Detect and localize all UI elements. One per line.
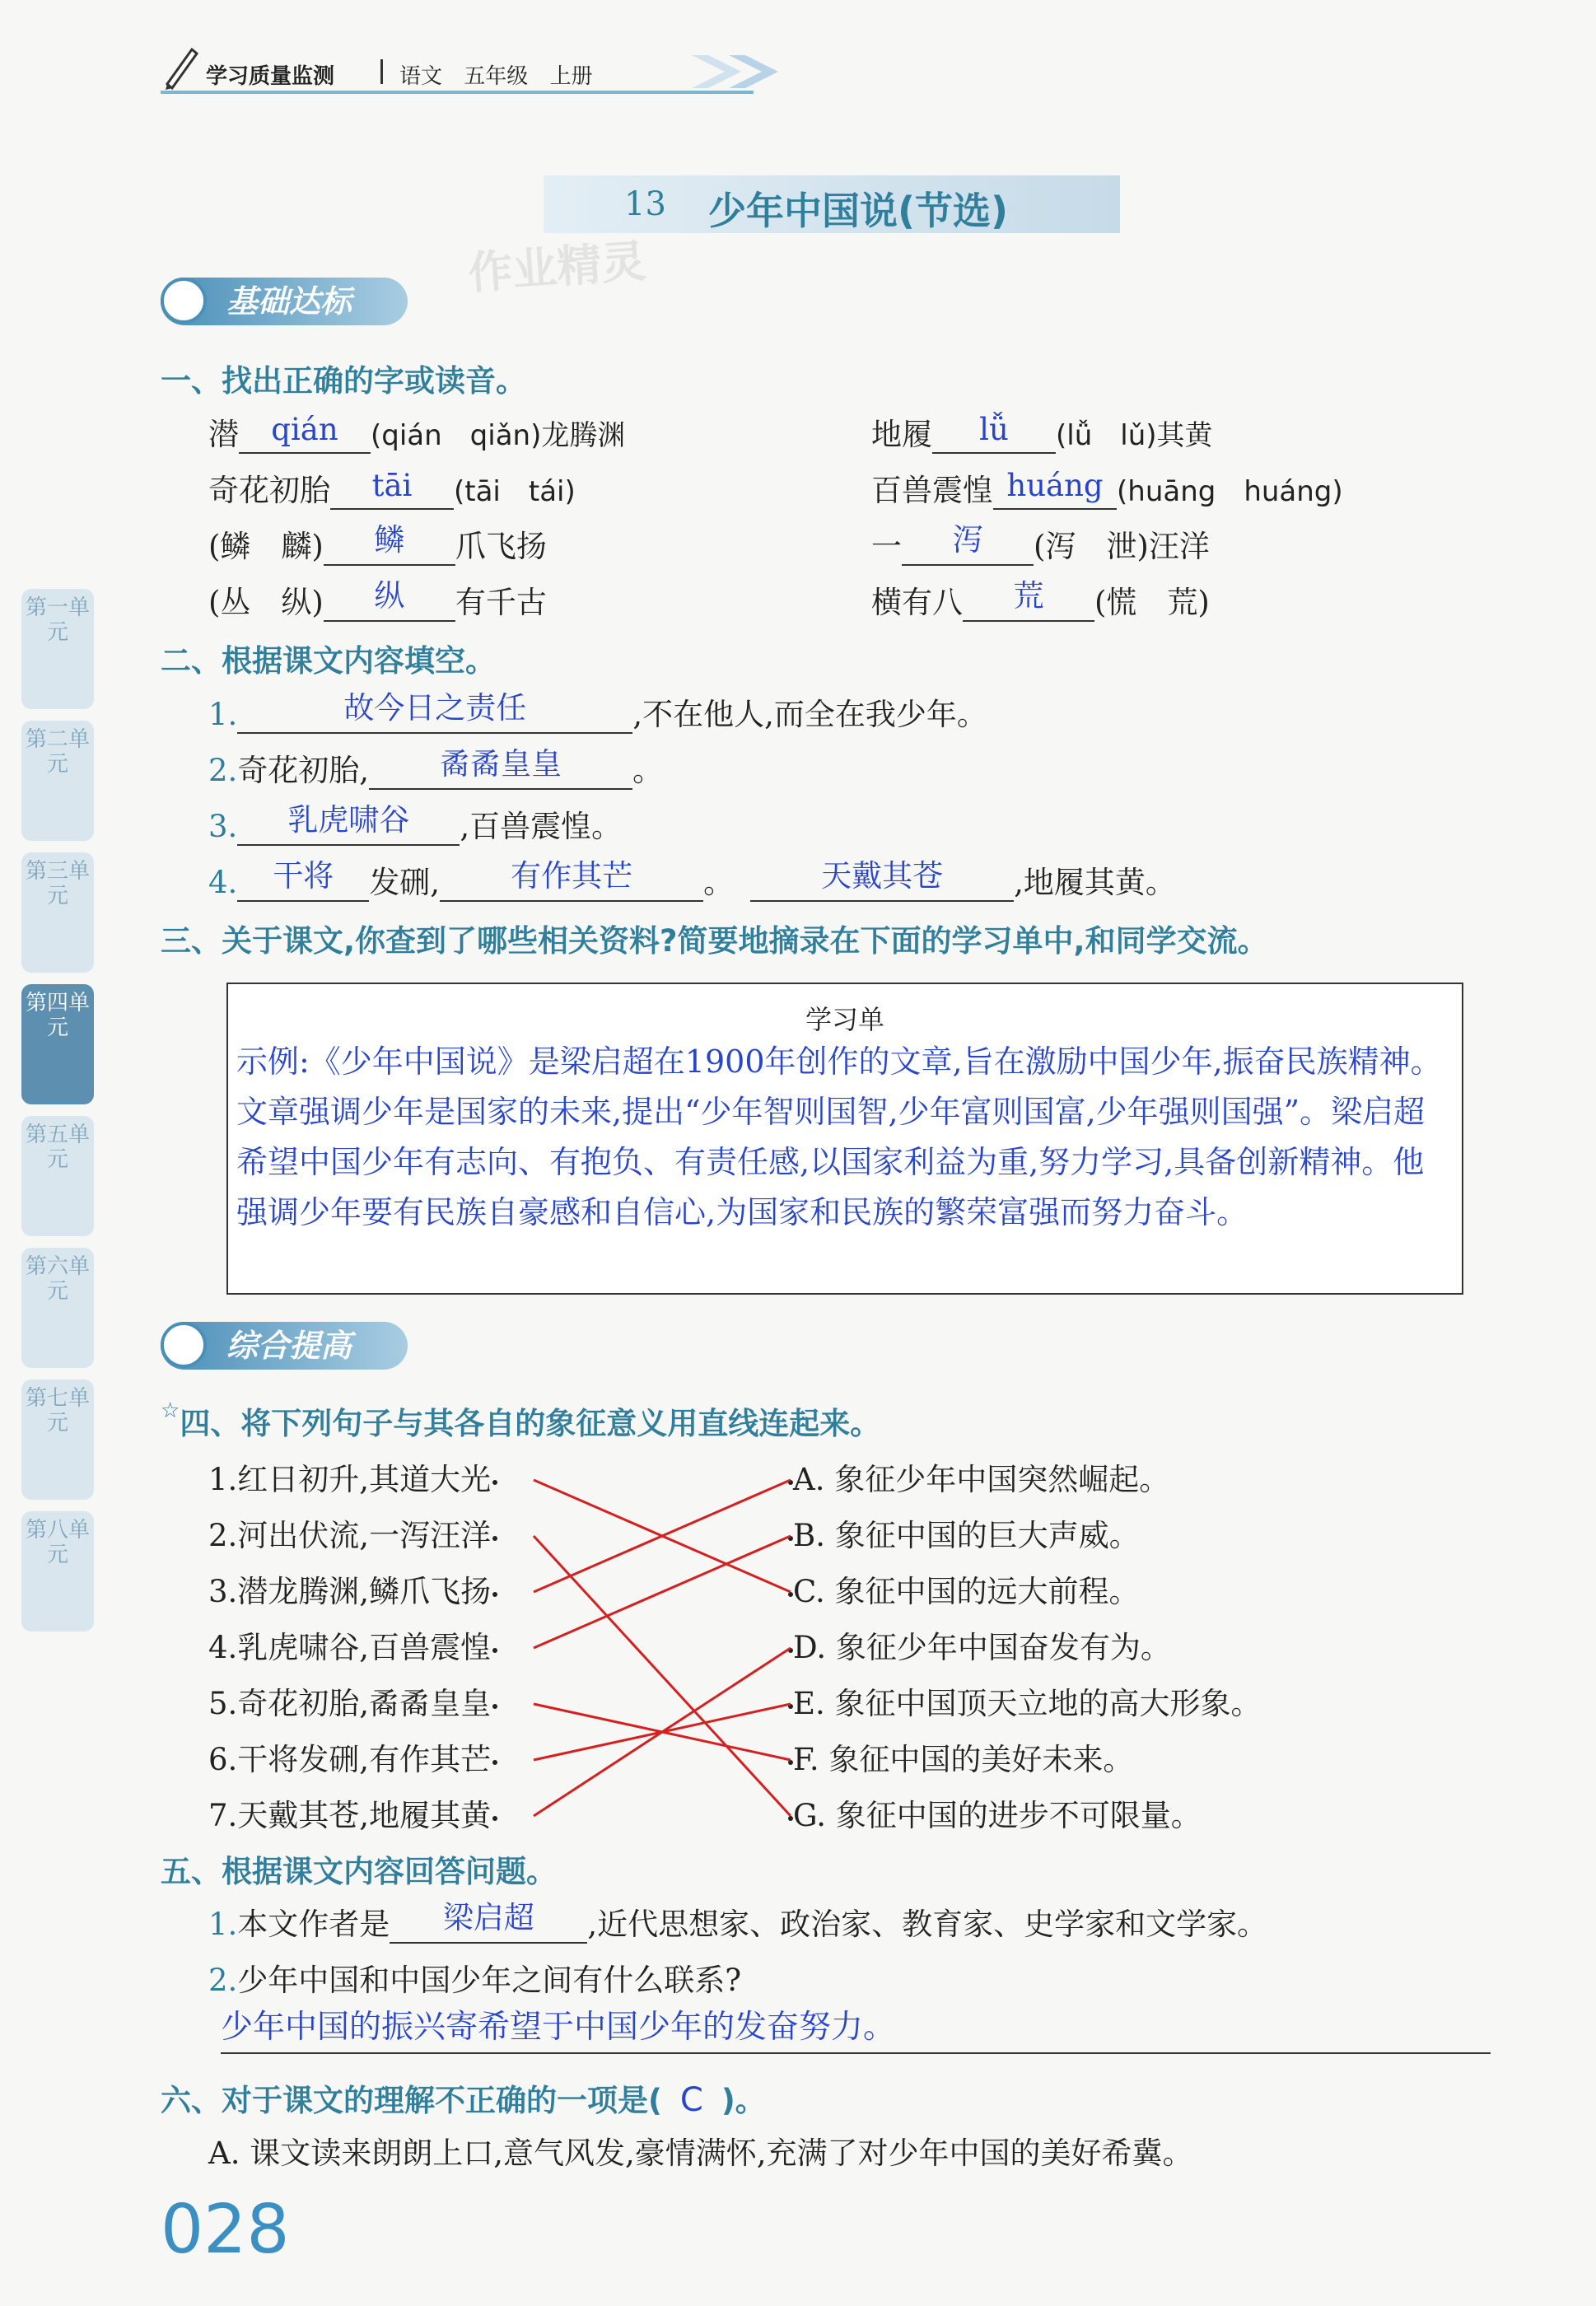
q5-answer-1: 梁启超 [442,1900,534,1935]
q4-left-5: 5.奇花初胎,矞矞皇皇 [208,1676,497,1732]
q1-answer-8: 荒 [1013,578,1044,614]
q4-left-1: 1.红日初升,其道大光 [208,1452,497,1508]
match-line-4 [534,1536,791,1648]
grade-label: 五年级 [464,64,529,89]
q2-answer-2: 矞矞皇皇 [440,746,562,782]
q4-right-e: E. 象征中国顶天立地的高大形象。 [786,1676,1262,1732]
section-badge-advanced: 综合提高 [161,1322,408,1370]
lesson-title: 少年中国说(节选) [708,189,1009,233]
q2-answer-4c: 天戴其苍 [821,858,944,894]
tab-unit-6[interactable]: 第六单元 [21,1248,94,1368]
tab-unit-2[interactable]: 第二单元 [21,721,94,841]
q1-item-6: 一 泻 (泻 泄)汪洋 [871,521,1210,566]
match-line-2 [534,1536,791,1816]
q4-left-2: 2.河出伏流,一泻汪洋 [208,1508,497,1564]
q1-item-3: 奇花初胎 tāi (tāi tái) [208,468,576,508]
q1-answer-7: 纵 [374,578,405,614]
q4-left-4: 4.乳虎啸谷,百兽震惶 [208,1620,497,1676]
q1-item-7: (丛 纵) 纵 有千古 [208,577,547,622]
q6-option-a: A. 课文读来朗朗上口,意气风发,豪情满怀,充满了对少年中国的美好希冀。 [208,2136,1193,2171]
q2-answer-1: 故今日之责任 [343,690,527,726]
tab-unit-5[interactable]: 第五单元 [21,1116,94,1236]
q6-answer: C [679,2081,703,2119]
q1-answer-2: lǚ [979,412,1009,447]
q5-heading: 五、根据课文内容回答问题。 [161,1854,557,1889]
study-sheet-title: 学习单 [805,1004,884,1035]
q1-answer-6: 泻 [952,522,983,558]
q4-left-7: 7.天戴其苍,地履其黄 [208,1788,497,1844]
q5-line-1: 1.本文作者是 梁启超 ,近代思想家、政治家、教育家、史学家和文学家。 [208,1899,1267,1944]
q1-answer-3: tāi [371,468,413,503]
q1-answer-1: qián [271,412,338,447]
q1-item-5: (鳞 麟) 鳞 爪飞扬 [208,521,547,566]
tab-unit-4[interactable]: 第四单元 [21,984,94,1104]
q2-line-2: 2.奇花初胎, 矞矞皇皇 。 [208,745,663,790]
q1-item-1: 潜 qián (qián qiǎn)龙腾渊 [208,412,626,452]
q2-line-4: 4. 干将 发硎, 有作其芒 。 天戴其苍 ,地履其黄。 [208,857,1176,902]
watermark: 作业精灵 [466,235,648,300]
q1-item-4: 百兽震惶 huáng (huāng huáng) [871,468,1343,508]
study-sheet-text: 示例:《少年中国说》是梁启超在1900年创作的文章,旨在激励中国少年,振奋民族精神。文章强调少年是国家的未来,提出“少年智则国智,少年富则国富,少年强则国强”。梁启超希望中国少年有志向、有抱负、有责任感,以国家利益为重,努力学习,具备创新精神。他强调少年要有民族自豪感和自信心,为国家和民族的繁荣富强而努力奋斗。 [236,1043,1442,1230]
q1-item-8: 横有八 荒 (慌 荒) [871,577,1210,622]
q4-right-a: A. 象征少年中国突然崛起。 [786,1452,1262,1508]
q4-right-f: F. 象征中国的美好未来。 [786,1732,1262,1788]
tab-unit-1[interactable]: 第一单元 [21,589,94,709]
q4-right-d: D. 象征少年中国奋发有为。 [786,1620,1262,1676]
q5-line-2: 2.少年中国和中国少年之间有什么联系? [208,1963,742,1998]
tab-unit-7[interactable]: 第七单元 [21,1379,94,1500]
q1-heading: 一、找出正确的字或读音。 [161,363,526,399]
lesson-number: 13 [624,185,666,223]
series-title: 学习质量监测 [206,64,335,89]
q6-heading: 六、对于课文的理解不正确的一项是( C )。 [161,2081,766,2119]
volume-label: 上册 [549,64,593,89]
q2-answer-3: 乳虎啸谷 [287,802,410,838]
q2-line-3: 3. 乳虎啸谷 ,百兽震惶。 [208,801,622,846]
q2-answer-4a: 干将 [273,858,334,894]
q1-item-2: 地履 lǚ (lǚ lǔ)其黄 [871,412,1213,452]
q5-answer-2: 少年中国的振兴寄希望于中国少年的发奋努力。 [221,2009,896,2046]
page-number: 028 [161,2191,290,2269]
q2-line-1: 1. 故今日之责任 ,不在他人,而全在我少年。 [208,689,987,734]
tab-unit-3[interactable]: 第三单元 [21,852,94,973]
q4-left-6: 6.干将发硎,有作其芒 [208,1732,497,1788]
q4-right-c: C. 象征中国的远大前程。 [786,1564,1262,1620]
q2-heading: 二、根据课文内容填空。 [161,643,496,679]
subject-label: 语文 [399,64,443,89]
q5-answer-line [221,2001,1491,2054]
q4-right-b: B. 象征中国的巨大声威。 [786,1508,1262,1564]
q2-answer-4b: 有作其芒 [511,858,633,894]
star-icon: ☆ [161,1398,180,1423]
q4-right-g: G. 象征中国的进步不可限量。 [786,1788,1262,1844]
tab-unit-8[interactable]: 第八单元 [21,1511,94,1631]
q1-answer-5: 鳞 [374,522,405,558]
match-line-7 [534,1648,791,1816]
q4-left-3: 3.潜龙腾渊,鳞爪飞扬 [208,1564,497,1620]
q1-answer-4: huáng [1006,468,1104,503]
q3-heading: 三、关于课文,你查到了哪些相关资料?简要地摘录在下面的学习单中,和同学交流。 [161,923,1268,959]
section-badge-basic: 基础达标 [161,278,408,325]
q4-heading: ☆四、将下列句子与其各自的象征意义用直线连起来。 [161,1398,881,1441]
